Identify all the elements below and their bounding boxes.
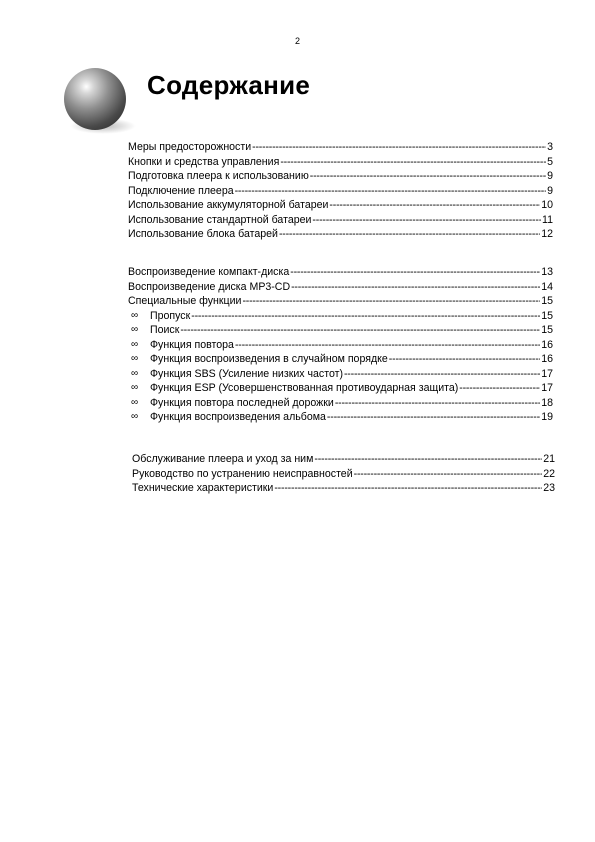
toc-leader (280, 155, 546, 170)
toc-entry-label: Воспроизведение диска MP3-CD (128, 280, 291, 293)
toc-entry[interactable] (128, 213, 553, 228)
toc-leader (312, 213, 541, 228)
toc-leader (327, 410, 540, 425)
toc-entry-page: 19 (541, 411, 553, 423)
toc-entry[interactable] (132, 452, 555, 467)
toc-leader (459, 381, 540, 396)
toc-leader (354, 467, 543, 482)
toc-entry-label: Меры предосторожности (128, 141, 252, 153)
toc-entry-page: 15 (541, 309, 553, 322)
toc-entry-label: Технические характеристики (132, 482, 274, 494)
infinity-bullet-icon: ∞ (131, 382, 139, 393)
toc-entry-label: Кнопки и средства управления (128, 155, 280, 168)
toc-leader (235, 338, 540, 353)
toc-leader (252, 140, 546, 155)
toc-entry-label: Подключение плеера (128, 184, 234, 197)
toc-entry-page: 16 (541, 338, 553, 351)
toc-section-2 (128, 265, 553, 425)
toc-entry-page: 10 (541, 199, 553, 211)
toc-leader (180, 323, 540, 338)
toc-subentry[interactable] (128, 381, 553, 396)
infinity-bullet-icon: ∞ (131, 411, 139, 422)
toc-subentry[interactable] (128, 352, 553, 367)
toc-entry-label: Воспроизведение компакт-диска (128, 266, 290, 278)
toc-entry-label: Функция повтора последней дорожки (150, 396, 334, 409)
toc-entry[interactable] (128, 155, 553, 170)
toc-section-1 (128, 140, 553, 242)
toc-entry[interactable] (128, 280, 553, 295)
toc-entry-label: Подготовка плеера к использованию (128, 170, 309, 182)
infinity-bullet-icon: ∞ (131, 367, 139, 379)
toc-entry-label: Использование стандартной батареи (128, 213, 312, 226)
toc-entry-page: 11 (542, 213, 553, 226)
toc-entry-page: 22 (543, 467, 555, 480)
infinity-bullet-icon: ∞ (131, 353, 139, 364)
toc-entry-label: Поиск (150, 324, 180, 336)
toc-entry[interactable] (132, 481, 555, 496)
toc-subentry[interactable] (128, 309, 553, 324)
toc-entry-page: 9 (547, 184, 553, 197)
toc-entry-label: Руководство по устранению неисправностей (132, 467, 353, 480)
toc-entry-label: Функция повтора (150, 338, 234, 351)
toc-subentry[interactable] (128, 410, 553, 425)
infinity-bullet-icon: ∞ (131, 338, 139, 350)
toc-subentry[interactable] (128, 338, 553, 353)
toc-entry[interactable] (128, 184, 553, 199)
toc-leader (274, 481, 542, 496)
page-number: 2 (294, 36, 300, 46)
toc-leader (314, 452, 542, 467)
toc-entry-page: 9 (547, 170, 553, 182)
toc-entry[interactable] (128, 294, 553, 309)
toc-entry-page: 17 (541, 382, 553, 394)
toc-entry-label: Специальные функции (128, 295, 242, 307)
toc-entry[interactable] (128, 140, 553, 155)
infinity-bullet-icon: ∞ (131, 309, 139, 321)
toc-leader (279, 227, 540, 242)
toc-leader (242, 294, 540, 309)
toc-entry-page: 18 (541, 396, 553, 409)
toc-leader (335, 396, 540, 411)
toc-leader (235, 184, 546, 199)
toc-entry[interactable] (132, 467, 555, 482)
toc-entry-page: 16 (541, 353, 553, 365)
toc-entry[interactable] (128, 227, 553, 242)
toc-leader (290, 265, 540, 280)
toc-entry-page: 12 (541, 228, 553, 240)
toc-entry-label: Функция ESP (Усовершенствованная противоударная защита) (150, 382, 459, 394)
toc-entry-page: 15 (541, 324, 553, 336)
toc-entry-page: 13 (541, 266, 553, 278)
toc-subentry[interactable] (128, 367, 553, 382)
toc-entry-page: 5 (547, 155, 553, 168)
toc-entry-page: 3 (547, 141, 553, 153)
infinity-bullet-icon: ∞ (131, 396, 139, 408)
toc-leader (191, 309, 540, 324)
toc-leader (344, 367, 540, 382)
toc-entry-label: Функция воспроизведения альбома (150, 411, 326, 423)
toc-leader (389, 352, 540, 367)
toc-entry-label: Пропуск (150, 309, 191, 322)
toc-entry-label: Использование аккумуляторной батареи (128, 199, 329, 211)
toc-entry-label: Функция воспроизведения в случайном порядке (150, 353, 388, 365)
toc-entry-page: 14 (541, 280, 553, 293)
toc-entry-label: Обслуживание плеера и уход за ним (132, 453, 314, 465)
toc-entry[interactable] (128, 198, 553, 213)
toc-entry-page: 15 (541, 295, 553, 307)
toc-entry-label: Использование блока батарей (128, 228, 278, 240)
infinity-bullet-icon: ∞ (131, 324, 139, 335)
page-title: Содержание (147, 70, 311, 100)
toc-subentry[interactable] (128, 323, 553, 338)
toc-entry-page: 17 (541, 367, 553, 380)
toc-section-3 (132, 452, 555, 496)
toc-leader (291, 280, 540, 295)
sphere-logo-icon (64, 68, 126, 130)
toc-subentry[interactable] (128, 396, 553, 411)
toc-entry[interactable] (128, 169, 553, 184)
toc-entry-label: Функция SBS (Усиление низких частот) (150, 367, 343, 380)
toc-entry-page: 23 (543, 482, 555, 494)
toc-entry[interactable] (128, 265, 553, 280)
toc-leader (329, 198, 540, 213)
toc-leader (310, 169, 546, 184)
toc-entry-page: 21 (543, 453, 555, 465)
